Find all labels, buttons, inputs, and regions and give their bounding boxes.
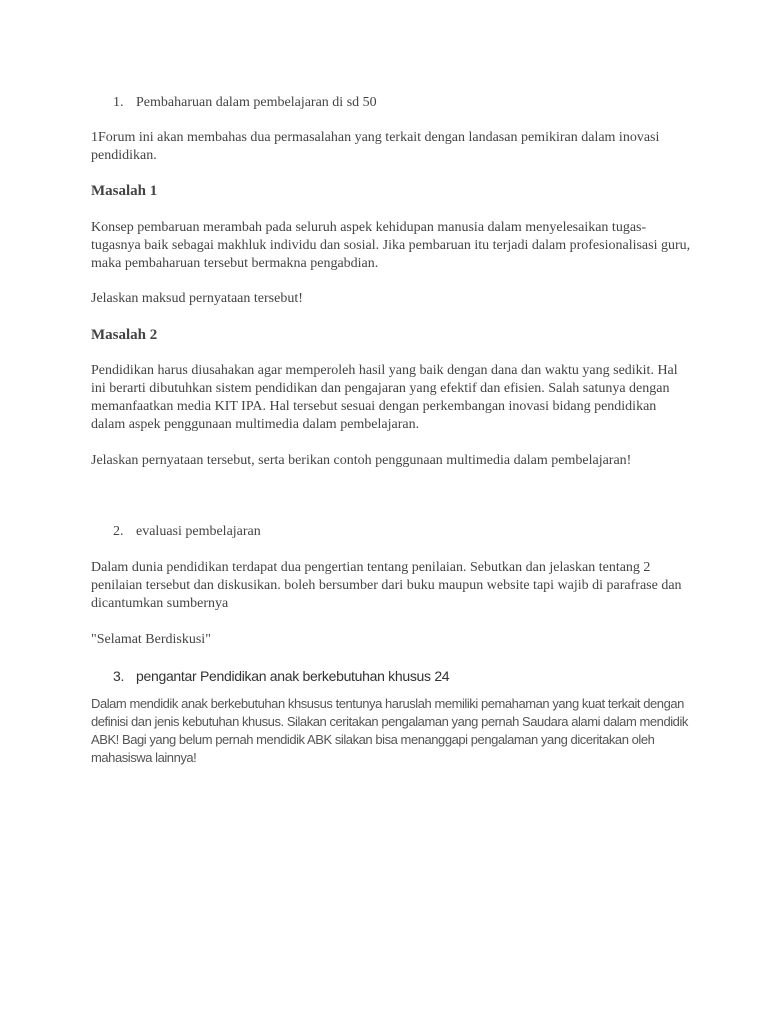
masalah-1-body: Konsep pembaruan merambah pada seluruh aspek kehidupan manusia dalam menyelesaikan tugas-tugasnya baik sebagai makhluk individu dan sosial. Jika pembaruan itu terjadi dalam profesionalisasi guru, maka pembaharuan tersebut bermakna pengabdian. — [91, 220, 691, 271]
masalah-2-body: Pendidikan harus diusahakan agar memperoleh hasil yang baik dengan dana dan waktu yang sedikit. Hal ini berarti dibutuhkan sistem pendidikan dan pengajaran yang efektif dan efisien. Salah satunya dengan memanfaatkan media KIT IPA. Hal tersebut sesuai dengan perkembangan inovasi bidang pendidikan dalam aspek penggunaan multimedia dalam pembelajaran. — [91, 363, 678, 432]
intro-paragraph: 1Forum ini akan membahas dua permasalahan yang terkait dengan landasan pemikiran dalam inovasi pendidikan. — [91, 130, 660, 163]
list-item-2 — [113, 523, 261, 541]
closing-greeting: "Selamat Berdiskusi" — [91, 632, 211, 647]
list-title-2: evaluasi pembelajaran — [136, 524, 261, 539]
abk-body: Dalam mendidik anak berkebutuhan khsusus tentunya haruslah memiliki pemahaman yang kuat terkait dengan definisi dan jenis kebutuhan khusus. Silakan ceritakan pengalaman yang pernah Saudara alami dalam mendidik ABK! Bagi yang belum pernah mendidik ABK silakan bisa menanggapi pengalaman yang diceritakan oleh mahasiswa lainnya! — [91, 696, 688, 765]
list-title-3: pengantar Pendidikan anak berkebutuhan khusus 24 — [136, 668, 450, 684]
list-number-2: 2. — [113, 524, 124, 539]
heading-masalah-2: Masalah 2 — [91, 327, 158, 343]
list-item-1 — [113, 94, 377, 112]
heading-masalah-1: Masalah 1 — [91, 183, 158, 199]
masalah-1-question: Jelaskan maksud pernyataan tersebut! — [91, 291, 303, 306]
list-item-3 — [113, 667, 449, 685]
masalah-2-question: Jelaskan pernyataan tersebut, serta berikan contoh penggunaan multimedia dalam pembelajaran! — [91, 453, 632, 468]
list-number-1: 1. — [113, 95, 124, 110]
evaluasi-body: Dalam dunia pendidikan terdapat dua pengertian tentang penilaian. Sebutkan dan jelaskan tentang 2 penilaian tersebut dan diskusikan. boleh bersumber dari buku maupun website tapi wajib di parafrase dan dicantumkan sumbernya — [91, 560, 682, 611]
list-title-1: Pembaharuan dalam pembelajaran di sd 50 — [136, 95, 377, 110]
list-number-3: 3. — [113, 668, 125, 684]
